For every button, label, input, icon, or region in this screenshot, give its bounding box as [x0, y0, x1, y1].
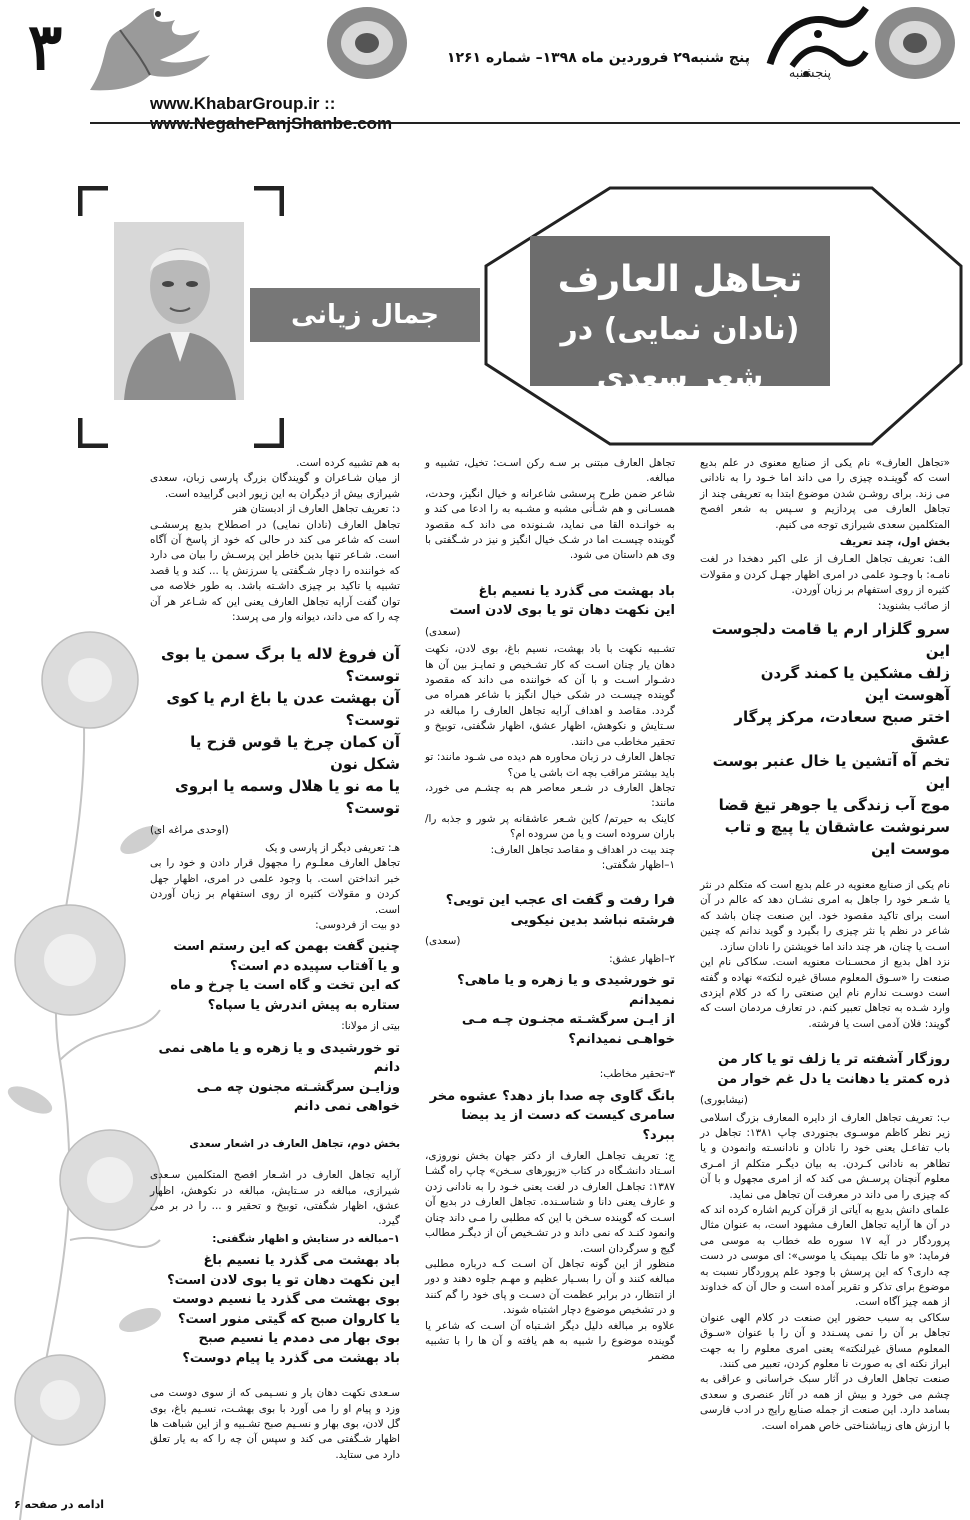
paragraph: تجاهل العارف (نادان نمایی) در اصطلاح بدیع پرسشـی است که شاعر می کند در حالی که خود از پاسخ آن آگاه است. شـاعر تنها بدین خاطر این پرسـش را بیان می دارد که خواننده را دچار شـگفتی یا سرزنش یا ... کند و یا قصد تشبیه یا تاکید بر چیزی داشـته باشد. به طور خلاصه می توان گفت آرایه تجاهل العارف یعنی این که شـاعر هر آن چه را که می داند، دیوانه وار می پرسد:	[150, 518, 400, 624]
poem-line: موج آب زندگی یا جوهر تیغ قضا	[718, 796, 950, 815]
website-urls[interactable]: www.KhabarGroup.ir ::	[150, 94, 336, 113]
paragraph: از میان شـاعران و گویندگان بزرگ پارسی زبان، سعدی شیرازی بیش از دیگران به این زیور ادبی گراییده است.	[150, 472, 400, 500]
poem-line: تو خورشیدی و یا زهره و یا ماهی؟ نمیدانم	[457, 973, 675, 1008]
paragraph: علمای دانش بدیع به آیاتی از قرآن کریم اشاره کرده اند که در آن ها آرایه تجاهل العارف مشهود است، به عنوان مثال پروردگار در آیه ۱۷ سوره طه خطاب به موسی می فرماید: «و ما تلک بیمینک یا موسی»: ای موسی در دست چه داری؟ که این پرسش با وجود علم پروردگار نسبت به موضوع برای تذکر و تقریر آمده است و حال آن که خداوند از همه چیز آگاه است.	[700, 1203, 950, 1309]
poem-line: روزگار آشفته تر یا زلف تو یا کار من	[717, 1052, 950, 1068]
poem-line: بوی بهار می دمدم یا نسیم صبح	[198, 1331, 400, 1347]
poem-source: (نیشابوری)	[700, 1094, 748, 1107]
paragraph: دو بیت از فردوسی:	[315, 918, 400, 931]
paragraph: ج: تعریف تجاهـل العارف از دکتر جهان بخش نوروزی، اسـتاد دانشـگاه در کتاب «زیورهای سـخن» چاپ راه گشـا ۱۳۸۷: تجاهـل العارف در لغت یعنی خـود را به نادانی زدن و عارف یعنی دانا و شناسـنده. تجاهل العارف در بدیع آن اسـت که گوینده سـخن با این که مطلبی را مـی داند چنان وانمود کنـد که نمی داند و در تشـخیص آن از دیگـر مطالب گیج و سرگردان است.	[425, 1150, 675, 1255]
paragraph: تجاهل العارف در شـعر معاصر هم به چشـم می خورد، مانند:	[425, 781, 675, 810]
author-name: جمال زیانی	[250, 288, 480, 342]
header-divider	[90, 122, 960, 124]
paragraph: نزد اهل بدیع از محسـنات معنویه است. سکاکی نام این صنعت را «سـوق المعلوم مساق غیره لنکته» نهاده و گفته است دوسـت ندارم نام این صنعتی را که در کلام ایزدی وارد شـده به تجاهل تعبیر کنم. در تعارف مردمان است که گویند: فلان آدمی است یا فرشته.	[700, 956, 950, 1030]
poem-source: (اوحدی مراغه ای)	[150, 824, 229, 837]
poem-block	[150, 937, 400, 1015]
poem-line: باد بهشت می گذرد یا نسیم باغ	[478, 583, 675, 599]
section-heading: بخش دوم، تجاهل العارف در اشعار سعدی	[189, 1137, 400, 1150]
paragraph: آرایه تجاهل العارف در اشـعار افصح المتکلمین سـعدی شیرازی، مبالغه در سـتایش، مبالغه در نکوهش، اظهار عشق، اظهار شگفتی، توبیخ و تحقیر و ... را در بر می گیرد.	[150, 1169, 400, 1228]
poem-block	[425, 1087, 675, 1146]
paragraph: سـعدی نکهت دهان یار و نسـیمی که از سوی دوست می وزد و پیام او را می آورد با بوی بهشـت، نسـیم باغ، بوی گل لادن، بوی بهار و نسـیم صبح تشـبیه و از این شباهت ها اظهار شـگفتی می کند و سپس آن چه را که به یار تعلق دارد می ستاید.	[150, 1387, 400, 1461]
article-column-2	[425, 456, 675, 1365]
poem-block	[150, 643, 400, 819]
subsection-heading: ۱–مبالغه در ستایش و اظهار شگفتی:	[212, 1232, 400, 1245]
paragraph: شاعر ضمن طرح پرسشی شاعرانه و خیال انگیز، وحدت، همسـانی و هم شـأنی مشبه و مشـبه به را ادعا می کند و به خوانـده القا می نماید، شـنونده می داند کـه مقصود گوینده چیسـت اما در شـک خیال انگیز و نیز در شـگفتی با وی هم داستان می شود.	[425, 487, 675, 562]
paragraph: بیتی از مولانا:	[341, 1020, 400, 1033]
paragraph: علاوه بر مبالغه دلیل دیگر اشـتباه آن اسـت که شاعر یا گوینده موضوع را شبیه به هم یافته و آن ها را با تشبیه مضمر	[425, 1319, 675, 1363]
paragraph: تجاهل العارف در زبان محاوره هم دیده می شـود مانند: تو باید بیشتر مراقب بچه ات باشی یا من؟	[425, 751, 675, 779]
paragraph: منظور از این گونه تجاهل آن اسـت کـه درباره مطلبی مبالغه کنند و آن را بسـیار عظیم و مهـم جلوه دهند و دور از انتظار، در برابر عظمت آن دسـت و پای خود را گم کنند و در تشخیص موضوع دچار اشتباه شوند.	[425, 1257, 675, 1317]
poem-line: تخم آه آتشین یا خال عنبر بوست این	[712, 752, 950, 793]
poem-line: که این تخت و گاه است یا چرخ و ماه	[170, 978, 400, 994]
poem-line: وزایـن سرگشـته مجنون چه مـی خواهی نمی دانم	[196, 1079, 400, 1115]
poem-line: آن فروغ لاله یا برگ سمن یا بوی توست؟	[160, 645, 400, 686]
paragraph: «تجاهل العارف» نام یکی از صنایع معنوی در علم بدیع است که گوینـده چیزی را می داند اما خـود را به نادانی می زند. برای روشـن شدن موضوع ابتدا به تعریفی چند از تجاهل العارف می پردازیم و سـپس به شعر افصح المتکلمین سعدی شیرازی توجه می کنیم.	[700, 457, 950, 531]
poem-block	[150, 1251, 400, 1368]
paragraph: د: تعریف تجاهل العارف از ادبستان هنر	[232, 503, 400, 516]
phoenix-ornament-icon	[80, 0, 220, 100]
paragraph: کاینک به حیرتم/ کاین شـعر عاشقانه پر شور و جذبه را/ باران سروده است و یا من سروده ام؟	[425, 812, 675, 841]
poem-line: آن بهشت عدن یا باغ ارم یا کوی توست؟	[166, 689, 400, 730]
poem-block	[700, 618, 950, 860]
poem-line: ستاره به پیش اندرش یا سپاه؟	[207, 997, 400, 1013]
paragraph: تجاهل العارف مبتنی بر سـه رکن اسـت: تخیل، تشبیه و مبالغه.	[425, 457, 675, 485]
paragraph: صنعت تجاهل العارف در آثار سبک خراسانی و عراقی به چشم می خورد و بیش از همه در آثار عنصری و سعدی بسامد دارد. این صنعت از جمله صنایع رایج در ادب فارسی با ارزش های زیباشناختی خاص همراه است.	[700, 1373, 950, 1432]
poem-source: (سعدی)	[425, 935, 461, 948]
title-line-1: تجاهل العارف	[557, 259, 803, 300]
continued-note: ادامه در صفحه ۶	[14, 1498, 104, 1511]
poem-line: تو خورشیدی و یا زهره و یا ماهی نمی دانم	[158, 1040, 400, 1076]
poem-line: این نکهت دهان تو یا بوی لادن است	[449, 603, 675, 619]
title-line-2: (نادان نمایی) در شعر سعدی	[560, 312, 800, 395]
author-photo	[114, 222, 244, 400]
poem-line: یا کاروان صبح که گیتی منور است؟	[177, 1311, 400, 1327]
paragraph: سکاکی به سبب حضور این صنعت در کلام الهی عنوان تجاهل بر آن را نمی پسـندد و آن را با عنوان «سـوق المعلوم مساق غیرلنکته» یعنی امری معلوم را به جهت ابراز نکته ای به صورت نا معلوم کردن، تعبیر می کنند.	[700, 1311, 950, 1371]
issue-date-line: پنج شنبه۲۹ فروردین ماه ۱۳۹۸– شماره ۱۲۶۱	[446, 50, 750, 66]
masthead-subtitle: پنجشنبه	[788, 66, 832, 81]
poem-line: باد بهشت می گذرد یا پیام دوست؟	[182, 1350, 400, 1366]
poem-line: و یا آفتاب سپیده دم است؟	[229, 958, 400, 974]
poem-line: چنین گفت بهمن که این رستم است	[173, 939, 400, 955]
left-ornament-icon	[322, 2, 412, 84]
article-column-3	[150, 456, 400, 1463]
paragraph: چند بیت در اهداف و مقاصد تجاهل العارف:	[490, 843, 675, 856]
paragraph: هـ: تعریفی دیگر از پارسی و یک	[265, 841, 400, 854]
poem-line: یا مه نو یا هلال وسمه یا ابروی توست؟	[175, 777, 400, 818]
poem-line: باد بهشت می گذرد یا نسیم باغ	[203, 1253, 400, 1269]
flower-decoration-icon	[0, 540, 165, 1520]
poem-line: ذره کمتر یا دهانت یا دل غم خوار من	[717, 1071, 950, 1087]
poem-line: از ایـن سرگشـته مجنـون چـه مـی خواهـی نمیدانم؟	[461, 1012, 675, 1047]
poem-line: بانگ گاوی چه صدا باز دهد؟ عشوه مخر	[429, 1088, 675, 1104]
poem-line: سامری کیست که دست از ید بیضا ببرد؟	[461, 1108, 675, 1143]
author-portrait-icon	[114, 222, 244, 400]
paragraph: ب: تعریف تجاهل العارف از دایره المعارف بزرگ اسلامی زیر نظر کاظم موسـوی بجنوردی چاپ ۱۳۸۱: تجاهل در باب تفاعـل یعنی خود را نادان و نادانسـته وانمودن و یا تظاهر به نادانی کـردن. به بیان دیگـر متکلم از امـری معلوم آنچنان پرسـش می کند که از امری مجهول و با آن که چیزی را می داند در معرفت آن تجاهل می نماید.	[700, 1111, 950, 1201]
paragraph: ۳–تحقیر مخاطب:	[599, 1068, 675, 1081]
poem-line: سرنوشت عاشقان یا پیچ و تاب موست این	[724, 818, 950, 859]
poem-block	[425, 582, 675, 621]
poem-line: این نکهت دهان تو یا بوی لادن است؟	[167, 1272, 400, 1288]
poem-block	[150, 1039, 400, 1117]
paragraph: تشـبیه نکهت با باد بهشت، نسیم باغ، بوی لادن، نکهت دهان یار چنان اسـت که کار تشـخیص و تمایـز بین آن ها دشـوار اسـت و با آن که خواننده می داند که مقصود گوینده چیسـت در شکی خیال انگیز با شاعر همراه می گردد. مقاصد و اهداف آرایه تجاهل العارف را مبالغه در سـتایش و نکوهش، اظهار عشق، اظهار شگفتی، توبیخ و تحقیر مخاطب می دانند.	[425, 643, 675, 748]
paragraph: از صائب بشنوید:	[877, 599, 950, 612]
poem-line: فرا رفت و گفت ای عجب این تویی؟	[445, 893, 675, 909]
poem-source: (سعدی)	[425, 625, 461, 638]
section-heading: بخش اول، چند تعریف	[839, 536, 950, 549]
poem-line: بوی بهشت می گذرد یا نسیم دوست	[172, 1292, 400, 1308]
poem-block	[425, 891, 675, 930]
poem-line: زلف مشکین یا کمند گردن آهوست این	[760, 664, 950, 705]
right-ornament-icon	[870, 2, 960, 84]
article-title	[530, 236, 830, 395]
poem-block	[700, 1050, 950, 1089]
paragraph: الف: تعریف تجاهل العـارف از علی اکبر دهخدا در لغت نامـه: با وجـود علمی در امری اظهار جهـل کردن و مقولات کثیره از روی استفهام بر زبان آوردن.	[700, 553, 950, 597]
paragraph: ۱–اظهار شگفتی:	[601, 858, 675, 871]
page-number: ۳	[27, 10, 63, 85]
paragraph: ۲–اظهار عشق:	[609, 952, 675, 965]
article-column-1	[700, 456, 950, 1434]
paragraph: نام یکی از صنایع معنویه در علم بدیع است که متکلم در نثر یا شـعر خود را جاهل به امری نشـان دهد که عالم در آن است برای تاکید مقصود خود. این صنعت چنان باشد که شاعر در نظم یا نثر چیزی را بگیرد و گوید ندانم که چنین اسـت یا چنان، هر چند داند اما خویشتن را نادان سازد.	[700, 879, 950, 953]
poem-line: فرشته نباشد بدین نیکویی	[510, 912, 675, 928]
page-header	[0, 0, 970, 130]
poem-line: سرو گلزار ارم یا قامت دلجوست این	[711, 620, 950, 661]
poem-block	[425, 971, 675, 1049]
paragraph: تجاهل العارف معلـوم را مجهول قرار دادن و خود را بی خبر انداختن است. با وجود علمی در امری، اظهار جهل کردن و مقولات کثیره از روی استفهام بر زبان آوردن است.	[150, 857, 400, 916]
poem-line: آن کمان چرخ یا قوس قزح یا شکل نون	[190, 733, 400, 774]
poem-line: اختر صبح سعادت، مرکز پرگار عشق	[734, 708, 950, 749]
paragraph: به هم تشبیه کرده است.	[296, 457, 400, 469]
